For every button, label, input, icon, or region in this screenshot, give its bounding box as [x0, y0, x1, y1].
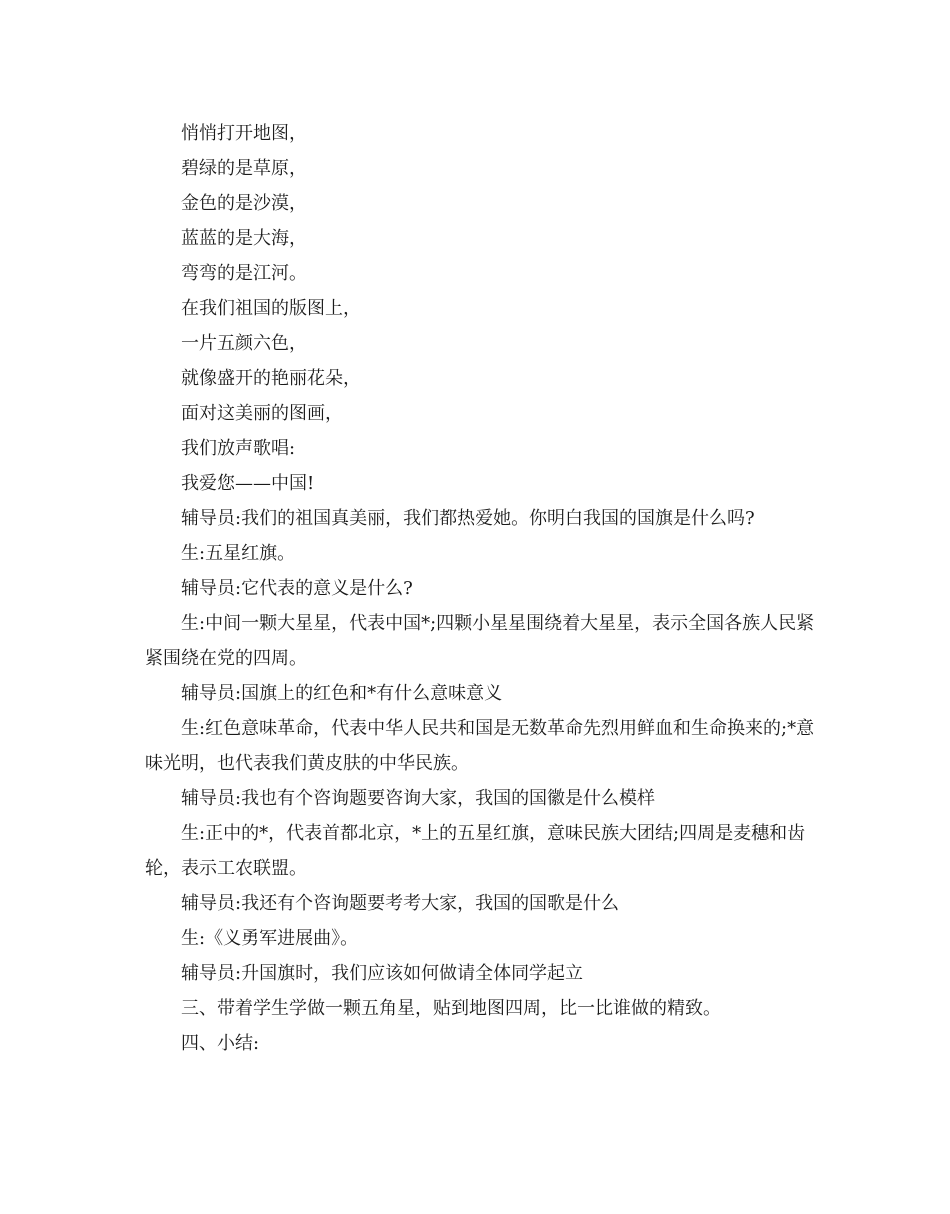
poem-line: 我爱您——中国!: [181, 473, 315, 494]
poem-line: 就像盛开的艳丽花朵，: [181, 368, 361, 389]
dialogue-paragraph: 生:中间一颗大星星，代表中国*;四颗小星星围绕着大星星，表示全国各族人民紧紧围绕在党的四周。: [145, 613, 815, 669]
dialogue-paragraph: 辅导员:升国旗时，我们应该如何做请全体同学起立: [181, 963, 584, 984]
dialogue-paragraph: 辅导员:它代表的意义是什么?: [181, 578, 413, 599]
poem-line: 我们放声歌唱:: [181, 438, 296, 459]
poem-line: 金色的是沙漠，: [181, 193, 307, 214]
poem-line: 悄悄打开地图，: [181, 123, 307, 144]
dialogue-paragraph: 生:五星红旗。: [181, 543, 296, 564]
document-body: [145, 116, 815, 1061]
poem-line: 面对这美丽的图画，: [181, 403, 343, 424]
section-heading: 四、小结:: [181, 1033, 260, 1054]
dialogue-paragraph: 生:正中的*，代表首都北京，*上的五星红旗，意味民族大团结;四周是麦穗和齿轮，表示工农联盟。: [145, 823, 806, 879]
poem-line: 在我们祖国的版图上，: [181, 298, 361, 319]
dialogue-paragraph: 辅导员:我们的祖国真美丽，我们都热爱她。你明白我国的国旗是什么吗?: [181, 508, 755, 529]
dialogue-paragraph: 辅导员:国旗上的红色和*有什么意味意义: [181, 683, 503, 704]
dialogue-paragraph: 辅导员:我也有个咨询题要咨询大家，我国的国徽是什么模样: [181, 788, 656, 809]
section-heading: 三、带着学生学做一颗五角星，贴到地图四周，比一比谁做的精致。: [181, 998, 721, 1019]
poem-line: 蓝蓝的是大海，: [181, 228, 307, 249]
dialogue-paragraph: 生:《义勇军进展曲》。: [181, 928, 359, 949]
poem-line: 一片五颜六色，: [181, 333, 307, 354]
dialogue-paragraph: 辅导员:我还有个咨询题要考考大家，我国的国歌是什么: [181, 893, 620, 914]
poem-line: 碧绿的是草原，: [181, 158, 307, 179]
dialogue-paragraph: 生:红色意味革命，代表中华人民共和国是无数革命先烈用鲜血和生命换来的;*意味光明，也代表我们黄皮肤的中华民族。: [145, 718, 815, 774]
poem-line: 弯弯的是江河。: [181, 263, 307, 284]
